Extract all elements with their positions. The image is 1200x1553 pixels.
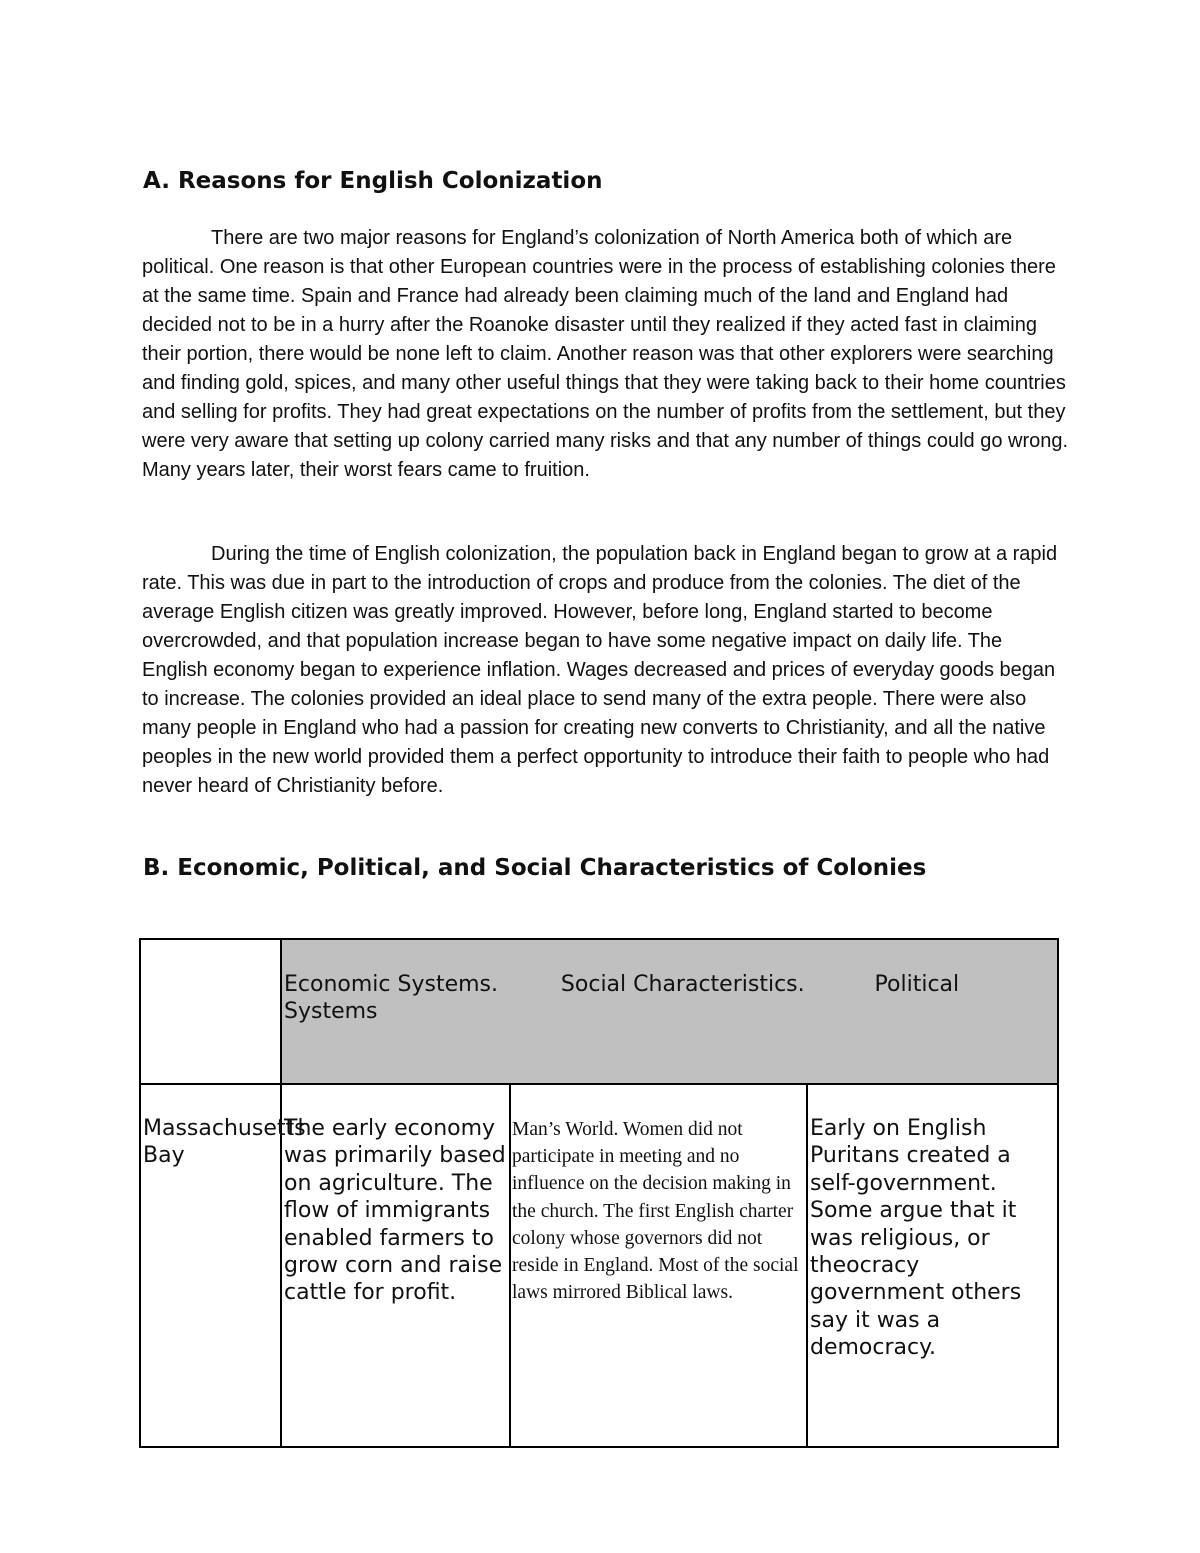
colony-name-cell: Massachusetts Bay <box>140 1084 281 1447</box>
table-header-cell: Economic Systems. Social Characteristics. Political Systems <box>281 939 1058 1084</box>
colonies-table <box>139 938 1059 1448</box>
political-systems-cell: Early on English Puritans created a self-government. Some argue that it was religious, or theocracy government others say it was a democracy. <box>807 1084 1058 1447</box>
section-a-paragraph-2: During the time of English colonization, the population back in England began to grow at a rapid rate. This was due in part to the introduction of crops and produce from the colonies. The diet of the average English citizen was greatly improved. However, before long, England started to become overcrowded, and that population increase began to have some negative impact on daily life. The English economy began to experience inflation. Wages decreased and prices of everyday goods began to increase. The colonies provided an ideal place to send many of the extra people. There were also many people in England who had a passion for creating new converts to Christianity, and all the native peoples in the new world provided them a perfect opportunity to introduce their faith to people who had never heard of Christianity before. <box>142 543 1058 797</box>
social-characteristics-cell: Man’s World. Women did not participate in meeting and no influence on the decision making in the church. The first English charter colony whose governors did not reside in England. Most of the social laws mirrored Biblical laws. <box>510 1084 807 1447</box>
table-row <box>140 1084 1058 1447</box>
section-b-heading: B. Economic, Political, and Social Characteristics of Colonies <box>143 855 927 881</box>
section-a-paragraph-1: There are two major reasons for England’s colonization of North America both of which are political. One reason is that other European countries were in the process of establishing colonies there at the same time. Spain and France had already been claiming much of the land and England had decided not to be in a hurry after the Roanoke disaster until they realized if they acted fast in claiming their portion, there would be none left to claim. Another reason was that other explorers were searching and finding gold, spices, and many other useful things that they were taking back to their home countries and selling for profits. They had great expectations on the number of profits from the settlement, but they were very aware that setting up colony carried many risks and that any number of things could go wrong. Many years later, their worst fears came to fruition. <box>142 227 1069 481</box>
economic-systems-cell: The early economy was primarily based on agriculture. The flow of immigrants enabled farmers to grow corn and raise cattle for profit. <box>281 1084 510 1447</box>
section-a-heading: A. Reasons for English Colonization <box>143 168 603 194</box>
table-header-row <box>140 939 1058 1084</box>
table-corner-cell <box>140 939 281 1084</box>
